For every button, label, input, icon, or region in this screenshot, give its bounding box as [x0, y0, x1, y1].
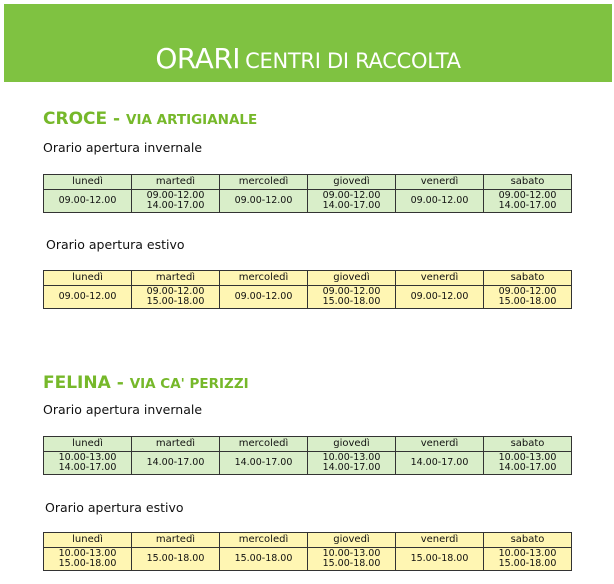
time-range: 15.00-18.00 [146, 296, 205, 307]
hours-cell [132, 286, 220, 309]
table-header-row [44, 437, 572, 452]
schedule-table-croce-winter [43, 174, 572, 213]
day-header: sabato [484, 437, 572, 452]
hours-cell [396, 286, 484, 309]
hours-cell [484, 190, 572, 213]
time-range: 15.00-18.00 [234, 553, 293, 564]
hours-cell [132, 452, 220, 475]
day-header: giovedì [308, 437, 396, 452]
title-rest: CENTRI DI RACCOLTA [245, 49, 461, 73]
summer-hours-label: Orario apertura estivo [45, 500, 184, 515]
day-header: mercoledì [220, 271, 308, 286]
time-range: 15.00-18.00 [146, 553, 205, 564]
time-range: 10.00-13.00 [322, 452, 381, 463]
time-range: 14.00-17.00 [322, 200, 381, 211]
day-header: mercoledì [220, 533, 308, 548]
hours-cell [44, 286, 132, 309]
table-header-row [44, 271, 572, 286]
time-range: 14.00-17.00 [58, 462, 117, 473]
section-title-felina [43, 373, 249, 394]
hours-cell [220, 452, 308, 475]
time-range: 09.00-12.00 [322, 190, 381, 201]
time-range: 10.00-13.00 [58, 548, 117, 559]
day-header: lunedì [44, 271, 132, 286]
time-range: 14.00-17.00 [498, 200, 557, 211]
hours-cell [220, 190, 308, 213]
time-range: 14.00-17.00 [410, 457, 469, 468]
hours-cell [132, 190, 220, 213]
schedule-table-felina-winter [43, 436, 572, 475]
hours-cell [308, 286, 396, 309]
table-row [44, 190, 572, 213]
time-range: 09.00-12.00 [58, 195, 117, 206]
time-range: 09.00-12.00 [146, 286, 205, 297]
day-header: venerdì [396, 533, 484, 548]
section-title-croce [43, 109, 257, 130]
time-range: 14.00-17.00 [146, 457, 205, 468]
day-header: venerdì [396, 271, 484, 286]
location-address: VIA ARTIGIANALE [126, 112, 258, 128]
day-header: martedì [132, 437, 220, 452]
time-range: 15.00-18.00 [498, 558, 557, 569]
table-row [44, 548, 572, 571]
title-separator: - [107, 109, 127, 129]
hours-cell [132, 548, 220, 571]
day-header: mercoledì [220, 437, 308, 452]
hours-cell [484, 452, 572, 475]
time-range: 10.00-13.00 [498, 548, 557, 559]
time-range: 09.00-12.00 [410, 195, 469, 206]
day-header: martedì [132, 271, 220, 286]
hours-cell [396, 548, 484, 571]
time-range: 14.00-17.00 [498, 462, 557, 473]
table-row [44, 286, 572, 309]
location-name: FELINA [43, 373, 111, 393]
hours-cell [396, 452, 484, 475]
time-range: 10.00-13.00 [498, 452, 557, 463]
time-range: 14.00-17.00 [234, 457, 293, 468]
hours-cell [44, 452, 132, 475]
time-range: 09.00-12.00 [498, 190, 557, 201]
day-header: sabato [484, 533, 572, 548]
day-header: giovedì [308, 533, 396, 548]
time-range: 15.00-18.00 [410, 553, 469, 564]
day-header: lunedì [44, 533, 132, 548]
time-range: 09.00-12.00 [498, 286, 557, 297]
winter-hours-label: Orario apertura invernale [43, 140, 203, 155]
time-range: 09.00-12.00 [58, 291, 117, 302]
hours-cell [44, 548, 132, 571]
summer-hours-label: Orario apertura estivo [46, 237, 185, 252]
day-header: venerdì [396, 175, 484, 190]
time-range: 09.00-12.00 [234, 291, 293, 302]
time-range: 15.00-18.00 [322, 296, 381, 307]
time-range: 09.00-12.00 [322, 286, 381, 297]
table-header-row [44, 533, 572, 548]
winter-hours-label: Orario apertura invernale [43, 402, 203, 417]
hours-cell [396, 190, 484, 213]
hours-cell [308, 548, 396, 571]
day-header: sabato [484, 175, 572, 190]
title-separator: - [110, 373, 130, 393]
hours-cell [308, 452, 396, 475]
schedule-table-croce-summer [43, 270, 572, 309]
hours-cell [484, 286, 572, 309]
time-range: 14.00-17.00 [322, 462, 381, 473]
day-header: lunedì [44, 175, 132, 190]
time-range: 15.00-18.00 [498, 296, 557, 307]
page-title [4, 44, 612, 78]
day-header: venerdì [396, 437, 484, 452]
time-range: 15.00-18.00 [58, 558, 117, 569]
hours-cell [220, 286, 308, 309]
time-range: 09.00-12.00 [146, 190, 205, 201]
day-header: sabato [484, 271, 572, 286]
time-range: 15.00-18.00 [322, 558, 381, 569]
time-range: 14.00-17.00 [146, 200, 205, 211]
location-name: CROCE [43, 109, 108, 129]
day-header: martedì [132, 175, 220, 190]
day-header: lunedì [44, 437, 132, 452]
day-header: giovedì [308, 175, 396, 190]
hours-cell [308, 190, 396, 213]
hours-cell [44, 190, 132, 213]
title-main: ORARI [155, 42, 241, 75]
header-banner [4, 4, 612, 82]
schedule-table-felina-summer [43, 532, 572, 571]
table-row [44, 452, 572, 475]
time-range: 10.00-13.00 [58, 452, 117, 463]
hours-cell [220, 548, 308, 571]
hours-cell [484, 548, 572, 571]
day-header: giovedì [308, 271, 396, 286]
day-header: martedì [132, 533, 220, 548]
day-header: mercoledì [220, 175, 308, 190]
location-address: VIA CA' PERIZZI [129, 376, 249, 392]
time-range: 10.00-13.00 [322, 548, 381, 559]
time-range: 09.00-12.00 [234, 195, 293, 206]
table-header-row [44, 175, 572, 190]
time-range: 09.00-12.00 [410, 291, 469, 302]
